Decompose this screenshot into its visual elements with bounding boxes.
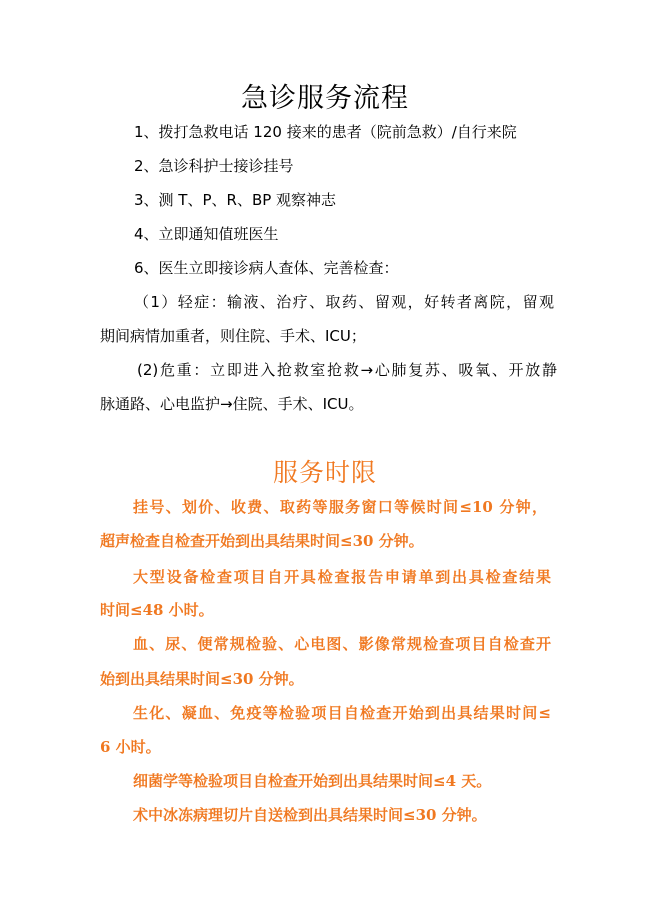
service-time-limit-title: 服务时限 [272, 458, 377, 487]
process-step-3: 3、测 T、P、R、BP 观察神志 [134, 191, 337, 209]
mild-case-line-1: （1）轻症：输液、治疗、取药、留观，好转者离院，留观 [134, 293, 554, 311]
time-limit-line-4: 时间≤48 小时。 [100, 601, 214, 619]
process-step-6: 6、医生立即接诊病人查体、完善检查： [134, 259, 399, 277]
time-limit-line-7: 生化、凝血、免疫等检验项目自检查开始到出具结果时间≤ [133, 704, 551, 722]
time-limit-line-6: 始到出具结果时间≤30 分钟。 [100, 670, 304, 688]
process-step-4: 4、立即通知值班医生 [134, 225, 279, 243]
critical-case-line-2: 脉通路、心电监护→住院、手术、ICU。 [100, 395, 364, 413]
time-limit-line-10: 术中冰冻病理切片自送检到出具结果时间≤30 分钟。 [133, 806, 487, 824]
emergency-process-title: 急诊服务流程 [241, 83, 409, 114]
mild-case-line-2: 期间病情加重者，则住院、手术、ICU； [100, 327, 366, 345]
time-limit-line-8: 6 小时。 [100, 738, 161, 756]
time-limit-line-3: 大型设备检查项目自开具检查报告申请单到出具检查结果 [133, 568, 551, 586]
process-step-1: 1、拨打急救电话 120 接来的患者（院前急救）/自行来院 [134, 123, 517, 141]
time-limit-line-9: 细菌学等检验项目自检查开始到出具结果时间≤4 天。 [133, 772, 492, 790]
critical-case-line-1: (2)危重：立即进入抢救室抢救→心肺复苏、吸氧、开放静 [137, 361, 557, 379]
time-limit-line-1: 挂号、划价、收费、取药等服务窗口等候时间≤10 分钟， [133, 498, 547, 516]
process-step-2: 2、急诊科护士接诊挂号 [134, 157, 294, 175]
time-limit-line-5: 血、尿、便常规检验、心电图、影像常规检查项目自检查开 [133, 635, 551, 653]
time-limit-line-2: 超声检查自检查开始到出具结果时间≤30 分钟。 [100, 532, 424, 550]
